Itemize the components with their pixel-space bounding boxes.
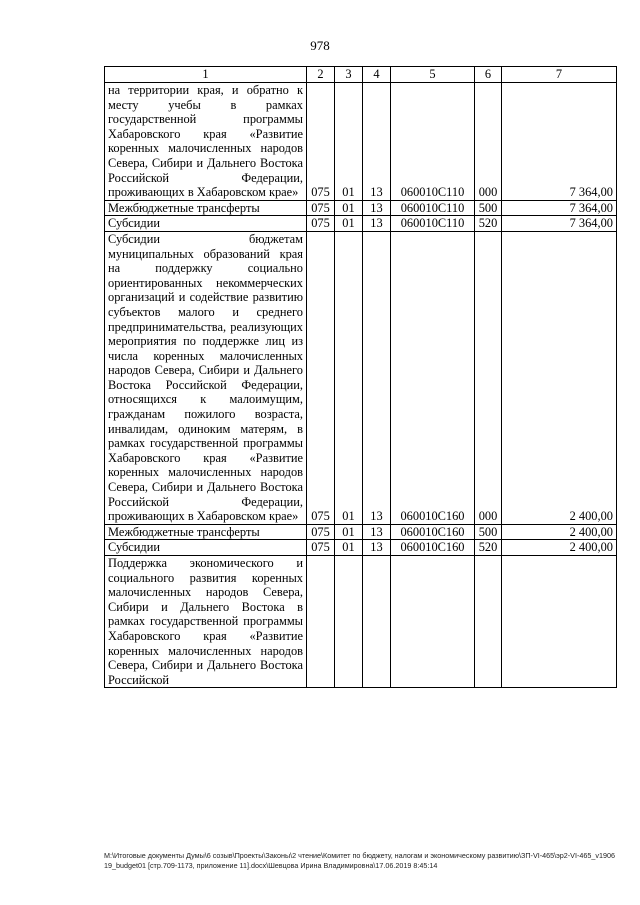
table-row <box>105 231 617 524</box>
row-amount: 2 400,00 <box>502 524 617 540</box>
row-csr: 060010С160 <box>391 540 475 556</box>
row-ved: 075 <box>307 540 335 556</box>
row-pr: 13 <box>363 200 391 216</box>
row-amount: 7 364,00 <box>502 200 617 216</box>
row-pr: 13 <box>363 216 391 232</box>
row-amount <box>502 556 617 688</box>
budget-table <box>104 66 617 688</box>
row-csr: 060010С110 <box>391 216 475 232</box>
row-ved <box>307 556 335 688</box>
row-rz: 01 <box>335 216 363 232</box>
row-rz: 01 <box>335 200 363 216</box>
row-csr <box>391 556 475 688</box>
row-description: Межбюджетные трансферты <box>105 524 307 540</box>
column-header: 1 <box>105 67 307 83</box>
row-rz: 01 <box>335 524 363 540</box>
row-pr: 13 <box>363 83 391 201</box>
row-description: Субсидии <box>105 216 307 232</box>
row-rz <box>335 556 363 688</box>
row-ved: 075 <box>307 83 335 201</box>
row-pr: 13 <box>363 524 391 540</box>
row-description: Субсидии бюджетам муниципальных образований края на поддержку социально ориентированных некоммерческих организаций и содействие развитию субъектов малого и среднего предпринимательства, реализующих мероприятия по поддержке лиц из числа коренных малочисленных народов Севера, Сибири и Дальнего Востока Российской Федерации, относящихся к малоимущим, гражданам пожилого возраста, инвалидам, одиноким матерям, в рамках государственной программы Хабаровского края «Развитие коренных малочисленных народов Севера, Сибири и Дальнего Востока Российской Федерации, проживающих в Хабаровском крае» <box>105 231 307 524</box>
row-pr <box>363 556 391 688</box>
header-row <box>105 67 617 83</box>
row-amount: 2 400,00 <box>502 231 617 524</box>
column-header: 5 <box>391 67 475 83</box>
table-row <box>105 200 617 216</box>
table-row <box>105 540 617 556</box>
row-csr: 060010С110 <box>391 200 475 216</box>
column-header: 4 <box>363 67 391 83</box>
row-pr: 13 <box>363 231 391 524</box>
row-description: Межбюджетные трансферты <box>105 200 307 216</box>
row-amount: 7 364,00 <box>502 216 617 232</box>
row-vr: 000 <box>475 83 502 201</box>
row-ved: 075 <box>307 231 335 524</box>
row-ved: 075 <box>307 216 335 232</box>
row-pr: 13 <box>363 540 391 556</box>
column-header: 7 <box>502 67 617 83</box>
table-row <box>105 216 617 232</box>
table-row <box>105 83 617 201</box>
row-vr: 500 <box>475 200 502 216</box>
row-vr: 520 <box>475 540 502 556</box>
row-csr: 060010С160 <box>391 231 475 524</box>
page-number: 978 <box>310 38 330 53</box>
row-amount: 2 400,00 <box>502 540 617 556</box>
table-row <box>105 556 617 688</box>
row-rz: 01 <box>335 540 363 556</box>
document-path-footer: M:\Итоговые документы Думы\6 созыв\Проекты\Законы\2 чтение\Комитет по бюджету, налогам и экономическому развитию\ЗП-VI-465\эр2-VI-465_v190619_budget01 [стр.709-1173, приложение 11].docx\Шевцова Ирина Владимировна\17.06.2019 8:45:14 <box>104 851 615 870</box>
row-description: Субсидии <box>105 540 307 556</box>
row-ved: 075 <box>307 524 335 540</box>
row-description: Поддержка экономического и социального развития коренных малочисленных народов Севера, Сибири и Дальнего Востока в рамках государственной программы Хабаровского края «Развитие коренных малочисленных народов Севера, Сибири и Дальнего Востока Российской <box>105 556 307 688</box>
row-csr: 060010С110 <box>391 83 475 201</box>
row-ved: 075 <box>307 200 335 216</box>
row-amount: 7 364,00 <box>502 83 617 201</box>
row-csr: 060010С160 <box>391 524 475 540</box>
row-rz: 01 <box>335 231 363 524</box>
row-vr: 520 <box>475 216 502 232</box>
row-description: на территории края, и обратно к месту учебы в рамках государственной программы Хабаровского края «Развитие коренных малочисленных народов Севера, Сибири и Дальнего Востока Российской Федерации, проживающих в Хабаровском крае» <box>105 83 307 201</box>
table-row <box>105 524 617 540</box>
column-header: 6 <box>475 67 502 83</box>
row-rz: 01 <box>335 83 363 201</box>
row-vr: 500 <box>475 524 502 540</box>
row-vr: 000 <box>475 231 502 524</box>
row-vr <box>475 556 502 688</box>
column-header: 2 <box>307 67 335 83</box>
column-header: 3 <box>335 67 363 83</box>
